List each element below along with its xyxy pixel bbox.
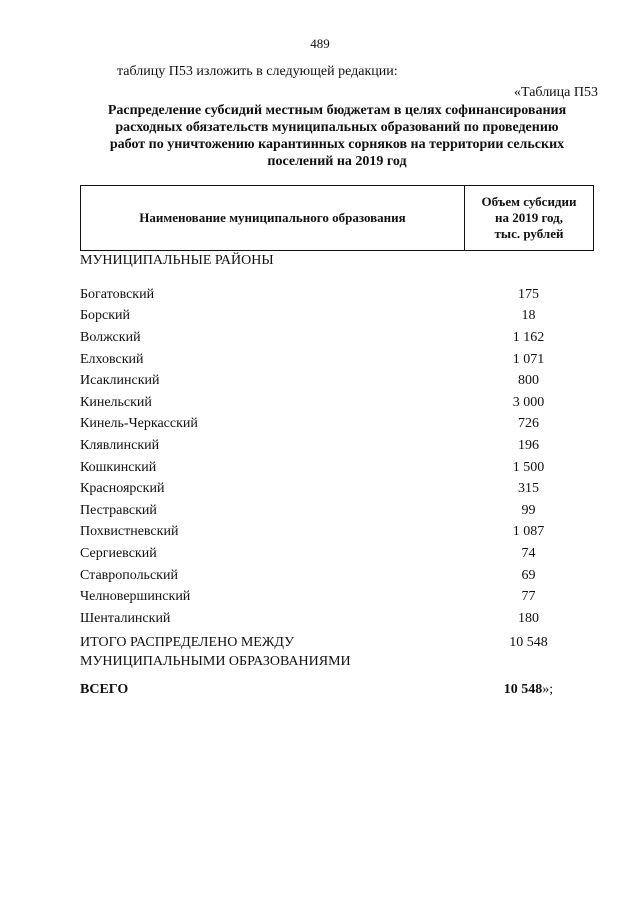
table-row (80, 565, 594, 587)
total-value-cell (463, 682, 594, 698)
total-value: 10 548 (503, 682, 543, 697)
subsidy-value: 77 (521, 589, 536, 605)
district-name: Кинель-Черкасский (80, 416, 198, 432)
subsidy-value: 99 (521, 502, 536, 518)
title-line: поселений на 2019 год (267, 154, 407, 169)
subsidy-value: 1 087 (512, 524, 545, 540)
table-row (80, 500, 594, 522)
closing-quote: »; (542, 682, 554, 697)
table-row (80, 349, 594, 371)
subsidy-value: 18 (521, 308, 536, 324)
total-label: ВСЕГО (80, 682, 129, 697)
district-name: Пестравский (80, 502, 157, 518)
table-row (80, 414, 594, 436)
header-amount-line: Объем субсидии (481, 194, 577, 209)
district-name: Волжский (80, 329, 141, 345)
subsidy-value: 1 162 (512, 329, 545, 345)
subsidy-value: 196 (518, 437, 539, 453)
district-name: Кинельский (80, 394, 152, 410)
subtotal-label (80, 633, 463, 671)
header-name-column: Наименование муниципального образования (139, 210, 406, 225)
total-row (80, 682, 594, 698)
table-row (80, 522, 594, 544)
table-row (80, 370, 594, 392)
subsidy-value: 3 000 (512, 394, 545, 410)
subtotal-label-line: МУНИЦИПАЛЬНЫМИ ОБРАЗОВАНИЯМИ (80, 654, 351, 669)
table-header (80, 185, 594, 251)
district-name: Красноярский (80, 481, 165, 497)
intro-text: таблицу П53 изложить в следующей редакции: (117, 64, 398, 79)
subsidy-value: 175 (518, 286, 539, 302)
subtotal-label-line: ИТОГО РАСПРЕДЕЛЕНО МЕЖДУ (80, 635, 294, 650)
table-row (80, 543, 594, 565)
subsidy-value: 800 (518, 373, 539, 389)
subsidy-value: 69 (521, 567, 536, 583)
table-row (80, 392, 594, 414)
table-row (80, 435, 594, 457)
subsidy-value: 726 (518, 416, 539, 432)
subtotal-row (80, 633, 594, 671)
title-line: Распределение субсидий местным бюджетам в целях софинансирования (107, 103, 567, 118)
district-name: Похвистневский (80, 524, 179, 540)
title-line: работ по уничтожению карантинных сорняков на территории сельских (109, 137, 565, 152)
district-name: Богатовский (80, 286, 155, 302)
subtotal-value: 10 548 (509, 635, 548, 650)
table-row (80, 478, 594, 500)
subsidy-value: 1 071 (512, 351, 545, 367)
subsidy-value: 315 (518, 481, 539, 497)
district-name: Елховский (80, 351, 144, 367)
district-name: Кошкинский (80, 459, 157, 475)
table-row (80, 586, 594, 608)
subsidy-value: 1 500 (512, 459, 545, 475)
district-name: Сергиевский (80, 545, 157, 561)
table-row (80, 608, 594, 630)
section-label: МУНИЦИПАЛЬНЫЕ РАЙОНЫ (80, 253, 274, 268)
table-row (80, 306, 594, 328)
district-name: Челновершинский (80, 589, 191, 605)
table-tag: «Таблица П53 (514, 85, 598, 100)
header-amount-column (465, 186, 593, 250)
title-line: расходных обязательств муниципальных образований по проведению (115, 120, 559, 135)
table-row (80, 327, 594, 349)
subsidy-value: 180 (518, 610, 539, 626)
page-number: 489 (310, 36, 330, 51)
table-body (80, 284, 594, 630)
district-name: Ставропольский (80, 567, 178, 583)
table-row (80, 284, 594, 306)
table-row (80, 457, 594, 479)
district-name: Шенталинский (80, 610, 171, 626)
district-name: Исаклинский (80, 373, 160, 389)
header-amount-line: тыс. рублей (494, 226, 564, 241)
subsidy-value: 74 (521, 545, 536, 561)
document-title (80, 102, 594, 170)
district-name: Борский (80, 308, 131, 324)
district-name: Клявлинский (80, 437, 160, 453)
header-amount-line: на 2019 год, (494, 210, 564, 225)
